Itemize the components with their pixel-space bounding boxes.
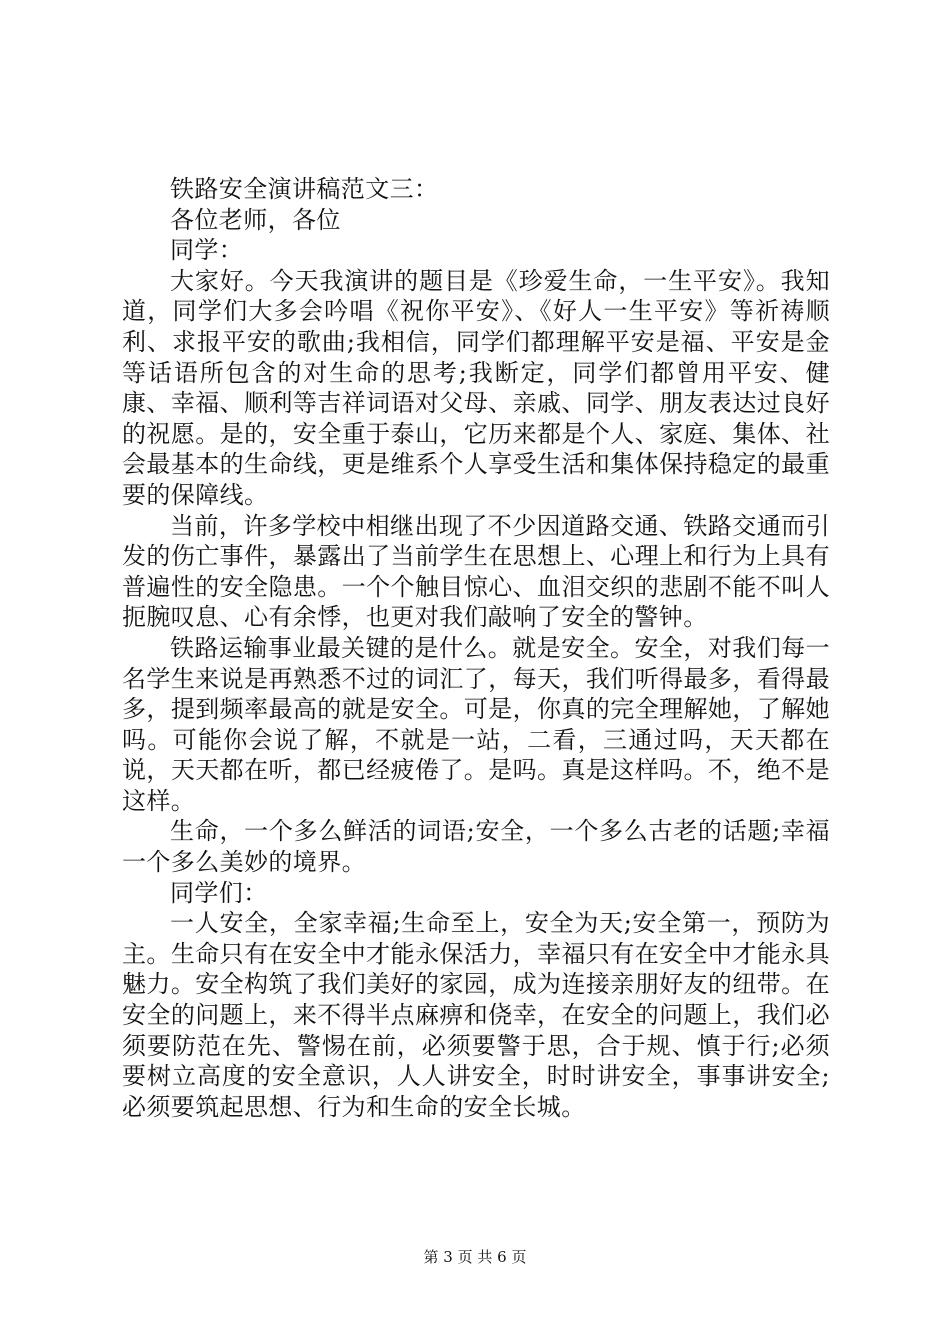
paragraph-life-safety: 生命，一个多么鲜活的词语;安全，一个多么古老的话题;幸福一个多么美妙的境界。 [122,817,830,877]
paragraph-current-situation: 当前，许多学校中相继出现了不少因道路交通、铁路交通而引发的伤亡事件，暴露出了当前学生在思想上、心理上和行为上具有普遍性的安全隐患。一个个触目惊心、血泪交织的悲剧不能不叫人扼腕叹息、心有余悸，也更对我们敲响了安全的警钟。 [122,511,830,632]
salutation-students: 同学： [170,236,244,265]
page-footer: 第 3 页 共 6 页 [423,1248,527,1266]
salutation-classmates: 同学们： [170,878,268,907]
salutation-teachers: 各位老师，各位 [170,205,341,234]
paragraph-conclusion: 一人安全，全家幸福;生命至上，安全为天;安全第一，预防为主。生命只有在安全中才能永保活力，幸福只有在安全中才能永具魅力。安全构筑了我们美好的家园，成为连接亲朋好友的纽带。在安全的问题上，来不得半点麻痹和侥幸，在安全的问题上，我们必须要防范在先、警惕在前，必须要警于思，合于规、慎于行;必须要树立高度的安全意识，人人讲安全，时时讲安全，事事讲安全;必须要筑起思想、行为和生命的安全长城。 [122,909,830,1121]
document-body [122,174,830,1122]
paragraph-intro: 大家好。今天我演讲的题目是《珍爱生命，一生平安》。我知道，同学们大多会吟唱《祝你平安》、《好人一生平安》等祈祷顺利、求报平安的歌曲;我相信，同学们都理解平安是福、平安是金等话语所包含的对生命的思考;我断定，同学们都曾用平安、健康、幸福、顺利等吉祥词语对父母、亲戚、同学、朋友表达过良好的祝愿。是的，安全重于泰山，它历来都是个人、家庭、集体、社会最基本的生命线，更是维系个人享受生活和集体保持稳定的最重要的保障线。 [122,266,830,509]
paragraph-railway-safety: 铁路运输事业最关键的是什么。就是安全。安全，对我们每一名学生来说是再熟悉不过的词汇了，每天，我们听得最多，看得最多，提到频率最高的就是安全。可是，你真的完全理解她，了解她吗。可能你会说了解，不就是一站，二看，三通过吗，天天都在说，天天都在听，都已经疲倦了。是吗。真是这样吗。不，绝不是这样。 [122,633,830,815]
document-title-line: 铁路安全演讲稿范文三： [170,175,439,203]
